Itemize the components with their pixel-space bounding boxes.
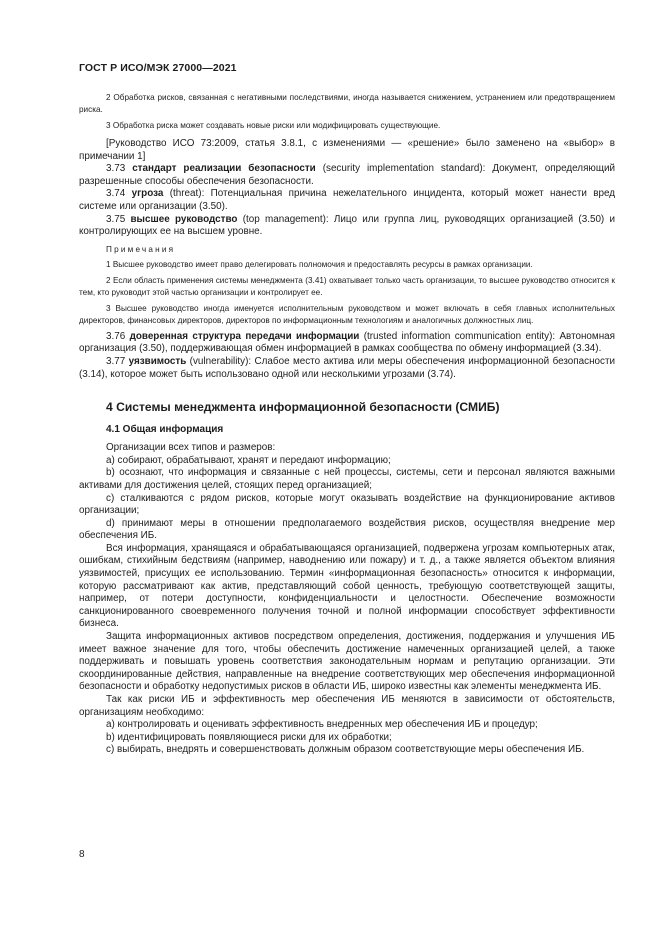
term-number: 3.74 — [106, 188, 132, 200]
term-name: доверенная структура передачи информации — [129, 330, 360, 342]
list-item: a) собирают, обрабатывают, хранят и передают информацию; — [106, 454, 391, 466]
term-entry-3-77 — [79, 356, 615, 381]
body-paragraph: Вся информация, хранящаяся и обрабатывающаяся организацией, подвержена угрозам компьютерных атак, ошибкам, стихийным бедствиям (например, наводнению или пожару) и т. д., а также является объектом влияния уязвимостей, присущих ее использованию. Термин «информационная безопасность» относится к информации, которую рассматривают как актив, представляющий собой ценность, требующую соответствующей защиты, например, от потери доступности, конфиденциальности и целостности. Обеспечение возможности санкционированного своевременного получения точной и полной информации способствует эффективности бизнеса. — [79, 542, 615, 630]
term-number: 3.73 — [106, 163, 133, 175]
list-item: b) осознают, что информация и связанные с ней процессы, системы, сети и персонал являются важными активами для достижения целей, стоящих перед организацией; — [79, 467, 615, 491]
term-name: стандарт реализации безопасности — [132, 163, 316, 175]
term-entry-3-74 — [79, 188, 615, 213]
page-number: 8 — [79, 849, 85, 860]
body-paragraph: Так как риски ИБ и эффективность мер обеспечения ИБ меняются в зависимости от обстоятельств, организациям необходимо: — [79, 694, 615, 718]
term-definition: (top management): Лицо или группа лиц, руководящих организацией (3.50) и контролирующих ее на высшем уровне. — [79, 213, 615, 238]
subsection-heading: 4.1 Общая информация — [106, 424, 224, 436]
term-entry-3-73 — [79, 163, 615, 188]
notes-heading: Примечания — [106, 244, 176, 254]
term-definition: (threat): Потенциальная причина нежелательного инцидента, который может нанести вред системе или организации (3.50). — [79, 188, 615, 212]
note-paragraph: 3 Высшее руководство иногда именуется исполнительным руководством и может включать в себя главных исполнительных директоров, финансовых директоров, директоров по информационным технологиям и аналогичных должностных лиц. — [79, 303, 615, 325]
term-name: угроза — [131, 188, 164, 200]
list-item: a) контролировать и оценивать эффективность внедренных мер обеспечения ИБ и процедур; — [106, 719, 538, 731]
section-heading: 4 Системы менеджмента информационной безопасности (СМИБ) — [106, 400, 500, 415]
note-paragraph: 1 Высшее руководство имеет право делегировать полномочия и предоставлять ресурсы в рамках организации. — [106, 259, 533, 269]
body-paragraph: Организации всех типов и размеров: — [106, 442, 276, 454]
term-entry-3-75 — [79, 214, 615, 239]
term-name: высшее руководство — [130, 213, 238, 225]
list-item: c) выбирать, внедрять и совершенствовать должным образом соответствующие меры обеспечения ИБ. — [106, 744, 585, 756]
term-number: 3.76 — [106, 330, 130, 342]
list-item: c) сталкиваются с рядом рисков, которые могут оказывать воздействие на функционирование активов организации; — [79, 492, 615, 517]
term-number: 3.77 — [106, 355, 129, 367]
body-paragraph: Защита информационных активов посредством определения, достижения, поддержания и улучшения ИБ имеет важное значение для того, чтобы обеспечить достижение намеченных организацией целей, а также поддерживать и повышать уровень соответствия законодательным нормам и репутацию организации. Эти скоординированные действия, направленные на внедрение соответствующих мер обеспечения информационной безопасности и обработку недопустимых рисков в области ИБ, широко известны как элементы менеджмента ИБ. — [79, 631, 615, 693]
term-number: 3.75 — [106, 213, 131, 225]
list-item: b) идентифицировать появляющиеся риски для их обработки; — [106, 731, 392, 743]
term-definition: (trusted information communication entity): Автономная организация (3.50), поддерживающая обмен информацией в рамках сообщества по обмену информацией (3.34). — [79, 330, 616, 355]
term-definition: (vulnerability): Слабое место актива или меры обеспечения информационной безопасности (3.14), которое может быть использовано одной или несколькими угрозами (3.74). — [79, 355, 615, 380]
running-header: ГОСТ Р ИСО/МЭК 27000—2021 — [79, 62, 237, 74]
page-body — [79, 92, 615, 757]
note-paragraph: 2 Если область применения системы менеджмента (3.41) охватывает только часть организации, то высшее руководство относится к тем, кто руководит этой частью организации и контролирует ее. — [79, 275, 615, 297]
list-item: d) принимают меры в отношении предполагаемого воздействия рисков, осуществляя внедрение мер обеспечения ИБ. — [79, 517, 615, 542]
source-reference: [Руководство ИСО 73:2009, статья 3.8.1, с изменениями — «решение» было заменено на «выбор» в примечании 1] — [79, 138, 615, 162]
note-paragraph: 2 Обработка рисков, связанная с негативными последствиями, иногда называется снижением, устранением или предотвращением риска. — [79, 93, 615, 114]
term-name: уязвимость — [128, 355, 187, 367]
note-paragraph: 3 Обработка риска может создавать новые риски или модифицировать существующие. — [106, 121, 441, 130]
term-entry-3-76 — [79, 331, 615, 356]
term-definition: (security implementation standard): Документ, определяющий разрешенные способы обеспечения безопасности. — [79, 163, 615, 187]
